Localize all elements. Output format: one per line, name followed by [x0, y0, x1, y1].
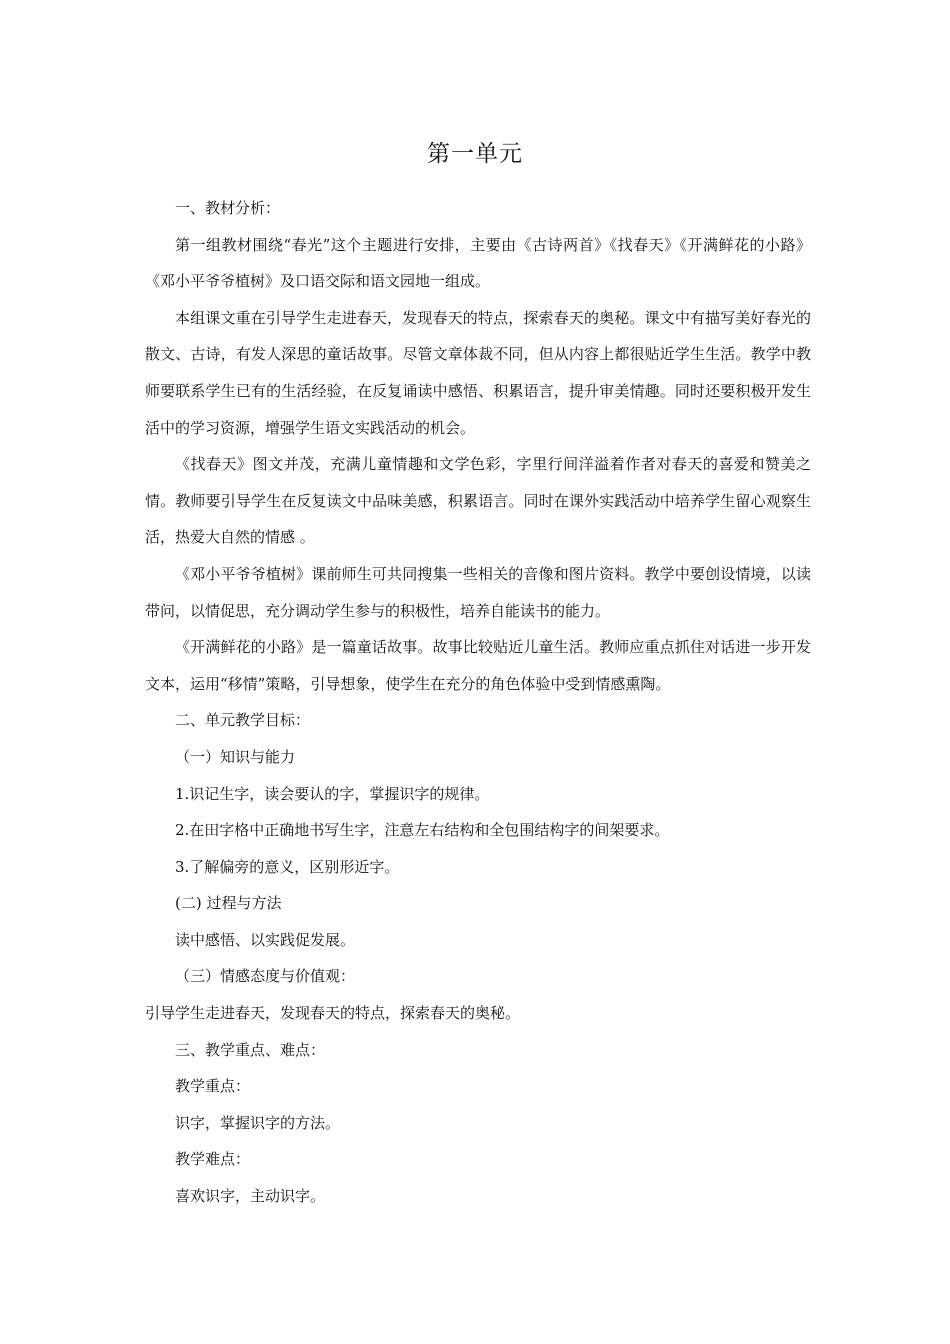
- analysis-paragraph: 《邓小平爷爷植树》课前师生可共同搜集一些相关的音像和图片资料。教学中要创设情境，以读带问，以情促思，充分调动学生参与的积极性，培养自能读书的能力。: [145, 564, 811, 620]
- difficulty-label: 教学难点：: [175, 1150, 251, 1169]
- analysis-paragraph: 本组课文重在引导学生走进春天，发现春天的特点，探索春天的奥秘。课文中有描写美好春光的散文、古诗，有发人深思的童话故事。尽管文章体裁不同，但从内容上都很贴近学生生活。教学中教师要联系学生已有的生活经验，在反复诵读中感悟、积累语言，提升审美情趣。同时还要积极开发生活中的学习资源，增强学生语文实践活动的机会。: [145, 308, 811, 437]
- focus-text: 识字，掌握识字的方法。: [175, 1113, 341, 1132]
- analysis-paragraph: 第一组教材围绕“春光”这个主题进行安排，主要由《古诗两首》《找春天》《开满鲜花的小路》《邓小平爷爷植树》及口语交际和语文园地一组成。: [145, 235, 811, 291]
- knowledge-item: 1.识记生字，读会要认的字，掌握识字的规律。: [175, 784, 490, 803]
- section-heading-key-points: 三、教学重点、难点：: [175, 1040, 326, 1059]
- analysis-paragraph: 《找春天》图文并茂，充满儿童情趣和文学色彩，字里行间洋溢着作者对春天的喜爱和赞美之情。教师要引导学生在反复读文中品味美感，积累语言。同时在课外实践活动中培养学生留心观察生活，热爱大自然的情感 。: [145, 455, 811, 547]
- document-body: [145, 190, 811, 1215]
- analysis-paragraph: 《开满鲜花的小路》是一篇童话故事。故事比较贴近儿童生活。教师应重点抓住对话进一步开发文本，运用“移情”策略，引导想象，使学生在充分的角色体验中受到情感熏陶。: [145, 638, 811, 693]
- section-heading-analysis: 一、教材分析：: [175, 199, 281, 217]
- knowledge-item: 2.在田字格中正确地书写生字，注意左右结构和全包围结构字的间架要求。: [175, 821, 670, 840]
- section-heading-goals: 二、单元教学目标：: [175, 711, 311, 730]
- difficulty-text: 喜欢识字，主动识字。: [175, 1187, 326, 1206]
- knowledge-item: 3.了解偏旁的意义，区别形近字。: [175, 857, 400, 876]
- focus-label: 教学重点：: [175, 1077, 251, 1096]
- subheading-knowledge: （一）知识与能力: [175, 747, 296, 766]
- subheading-attitude: （三）情感态度与价值观：: [175, 967, 356, 986]
- process-text: 读中感悟、以实践促发展。: [175, 930, 356, 949]
- attitude-text: 引导学生走进春天，发现春天的特点，探索春天的奥秘。: [145, 1004, 521, 1023]
- subheading-process: (二) 过程与方法: [175, 894, 282, 913]
- page-title: 第一单元: [427, 141, 523, 167]
